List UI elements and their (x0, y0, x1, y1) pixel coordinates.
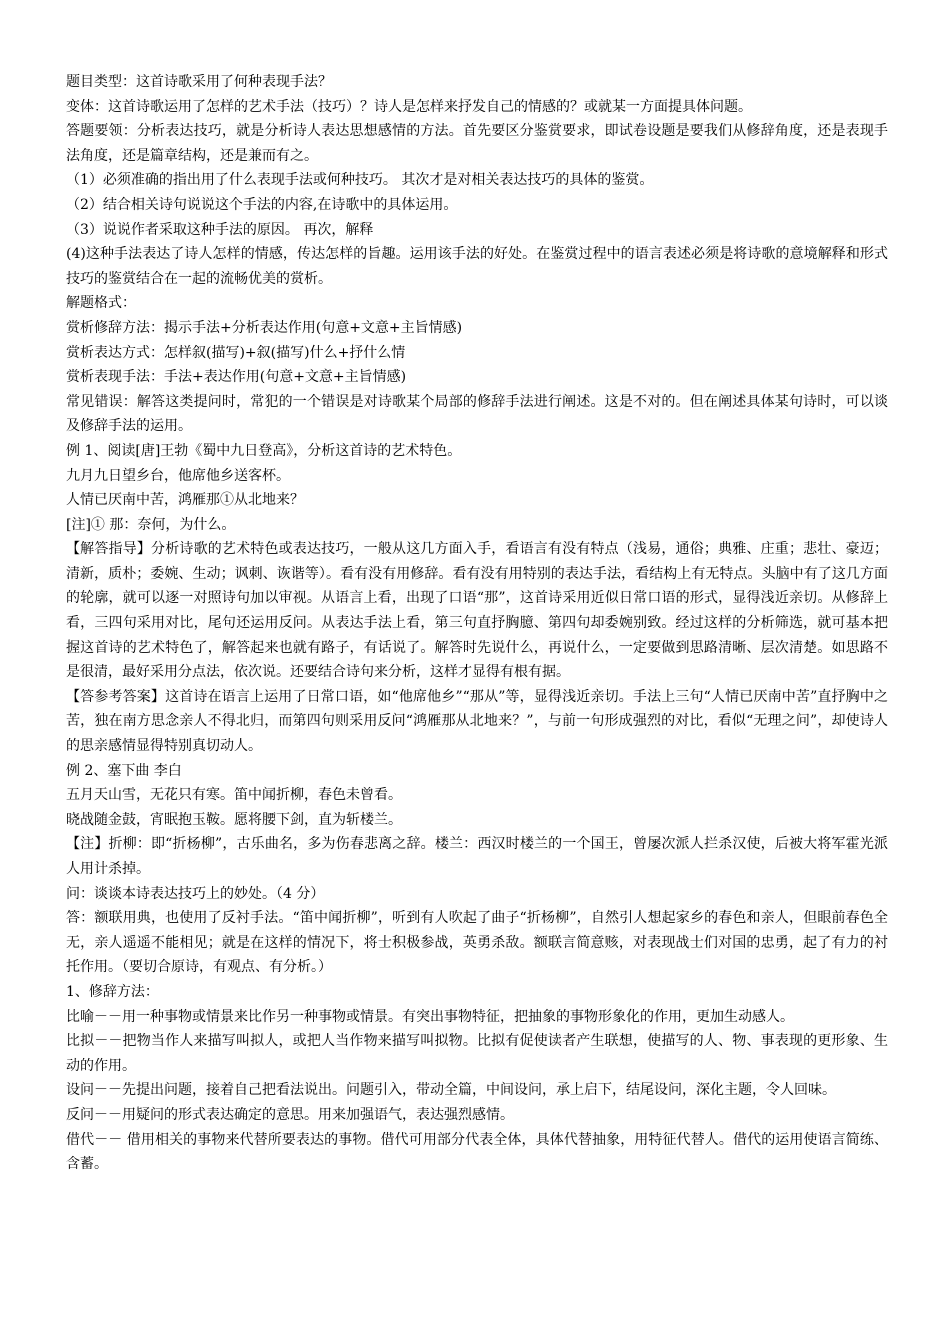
step-4-paragraph: (4)这种手法表达了诗人怎样的情感，传达怎样的旨趣。运用该手法的好处。在鉴赏过程中的语言表述必须是将诗歌的意境解释和形式技巧的鉴赏结合在一起的流畅优美的赏析。 (66, 246, 888, 287)
personification-paragraph: 比拟－－把物当作人来描写叫拟人，或把人当作物来描写叫拟物。比拟有促使读者产生联想，使描写的人、物、事表现的更形象、生动的作用。 (66, 1033, 888, 1074)
reference-answer-paragraph: 【答参考答案】这首诗在语言上运用了日常口语，如“他席他乡”“那从”等，显得浅近亲切。手法上三句“人情已厌南中苦”直抒胸中之苦，独在南方思念亲人不得北归，而第四句则采用反问“鸿雁那从北地来？”，与前一句形成强烈的对比，看似“无理之问”，却使诗人的思亲感情显得特别真切动人。 (66, 688, 888, 755)
answer-guidance-paragraph: 【解答指导】分析诗歌的艺术特色或表达技巧，一般从这几方面入手，看语言有没有特点（浅易，通俗；典雅、庄重；悲壮、豪迈；清新，质朴；委婉、生动；讽刺、诙谐等）。看有没有用修辞。看有没有用特别的表达手法，看结构上有无特点。头脑中有了这几方面的轮廓，就可以逐一对照诗句加以审视。从语言上看，出现了口语“那”，这首诗采用近似日常口语的形式，显得浅近亲切。从修辞上看，三四句采用对比，尾句还运用反问。从表达手法上看，第三句直抒胸臆、第四句却委婉别致。经过这样的分析筛选，就可基本把握这首诗的艺术特色了，解答起来也就有路子，有话说了。解答时先说什么，再说什么，一定要做到思路清晰、层次清楚。如思路不是很清，最好采用分点法，依次说。还要结合诗句来分析，这样才显得有根有据。 (66, 541, 888, 681)
poem-1-line-1: 九月九日望乡台，他席他乡送客杯。 (66, 467, 290, 484)
common-errors-paragraph: 常见错误：解答这类提问时，常犯的一个错误是对诗歌某个局部的修辞手法进行阐述。这是不对的。但在阐述具体某句诗时，可以谈及修辞手法的运用。 (66, 393, 888, 435)
poem-1-line-2: 人情已厌南中苦，鸿雁那①从北地来？ (66, 492, 304, 509)
rhetoric-heading: 1、修辞方法： (66, 983, 159, 1000)
format-heading: 解题格式： (66, 295, 136, 312)
question-line: 问：谈谈本诗表达技巧上的妙处。（4 分） (66, 885, 325, 902)
rhetorical-question-paragraph: 设问－－先提出问题，接着自己把看法说出。问题引入，带动全篇，中间设问，承上启下，结尾设问，深化主题，令人回味。 (66, 1082, 836, 1099)
metonymy-paragraph: 借代－－ 借用相关的事物来代替所要表达的事物。借代可用部分代表全体，具体代替抽象，用特征代替人。借代的运用使语言简练、含蓄。 (66, 1131, 888, 1173)
step-1-line: （1）必须准确的指出用了什么表现手法或何种技巧。 其次才是对相关表达技巧的具体的鉴赏。 (66, 172, 654, 189)
variant-line: 变体：这首诗歌运用了怎样的艺术手法（技巧）？诗人是怎样来抒发自己的情感的？或就某一方面提具体问题。 (66, 98, 752, 115)
document-body (66, 70, 888, 1177)
example-2-heading: 例 2、塞下曲 李白 (66, 762, 182, 779)
poem-1-note: [注]① 那：奈何，为什么。 (66, 516, 236, 533)
step-3-line: （3）说说作者采取这种手法的原因。 再次，解释 (66, 221, 374, 238)
format-expression-line: 赏析表达方式：怎样叙(描写)+叙(描写)什么+抒什么情 (66, 344, 406, 361)
answer-essentials-paragraph: 答题要领：分析表达技巧，就是分析诗人表达思想感情的方法。首先要区分鉴赏要求，即试卷设题是要我们从修辞角度，还是表现手法角度，还是篇章结构，还是兼而有之。 (66, 123, 888, 164)
poem-2-line-1: 五月天山雪，无花只有寒。笛中闻折柳，春色未曾看。 (66, 787, 402, 804)
answer-paragraph: 答：额联用典，也使用了反衬手法。“笛中闻折柳”，听到有人吹起了曲子“折杨柳”，自然引人想起家乡的春色和亲人，但眼前春色全无，亲人遥遥不能相见；就是在这样的情况下，将士积极参战，英勇杀敌。额联言简意赅，对表现战士们对国的忠勇，起了有力的衬托作用。（要切合原诗，有观点、有分析。） (66, 910, 888, 976)
poem-2-line-2: 晓战随金鼓，宵眠抱玉鞍。愿将腰下剑，直为斩楼兰。 (66, 811, 402, 828)
reverse-question-line: 反问－－用疑问的形式表达确定的意思。用来加强语气，表达强烈感情。 (66, 1106, 514, 1123)
question-type-line: 题目类型：这首诗歌采用了何种表现手法？ (66, 74, 332, 90)
poem-2-note: 【注】折柳：即“折杨柳”，古乐曲名，多为伤春悲离之辞。楼兰：西汉时楼兰的一个国王，曾屡次派人拦杀汉使，后被大将军霍光派人用计杀掉。 (66, 836, 888, 877)
step-2-line: （2）结合相关诗句说说这个手法的内容,在诗歌中的具体运用。 (66, 196, 458, 213)
example-1-heading: 例 1、阅读[唐]王勃《蜀中九日登高》，分析这首诗的艺术特色。 (66, 442, 462, 459)
metaphor-paragraph: 比喻－－用一种事物或情景来比作另一种事物或情景。有突出事物特征，把抽象的事物形象化的作用，更加生动感人。 (66, 1008, 794, 1025)
format-rhetoric-line: 赏析修辞方法：揭示手法+分析表达作用(句意+文意+主旨情感) (66, 319, 463, 336)
format-technique-line: 赏析表现手法：手法+表达作用(句意+文意+主旨情感) (66, 369, 407, 386)
